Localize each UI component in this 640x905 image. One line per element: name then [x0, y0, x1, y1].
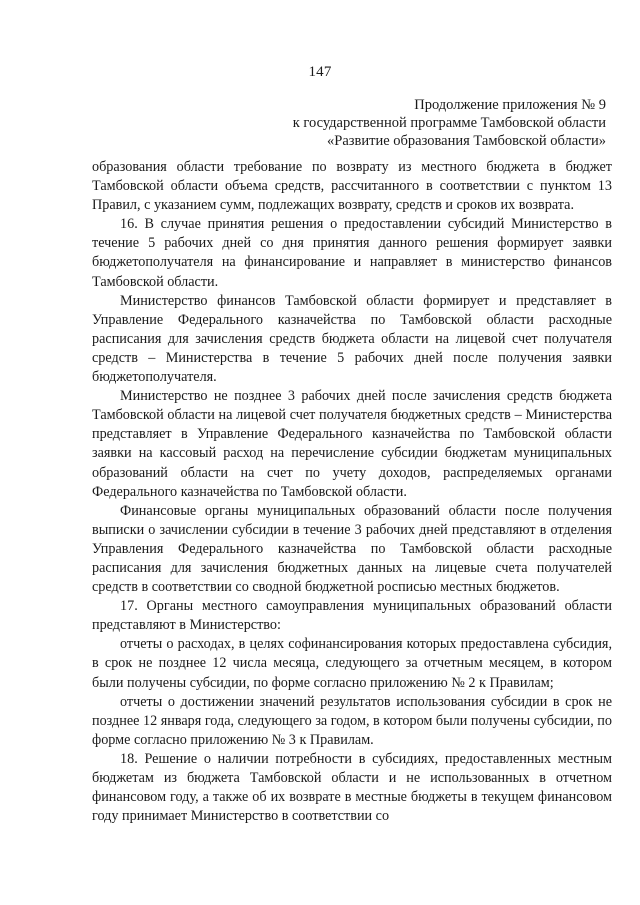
paragraph-expense-reports: отчеты о расходах, в целях софинансирования которых предоставлена субсидия, в срок не позднее 12 числа месяца, следующего за отчетным месяцем, в котором были получены субсидии, по форме согласно приложению № 2 к Правилам;: [92, 636, 612, 691]
appendix-header: [250, 96, 606, 150]
page-number: 147: [308, 64, 332, 80]
paragraph-ministry-transfer: Министерство не позднее 3 рабочих дней после зачисления средств бюджета Тамбовской области на лицевой счет получателя бюджетных средств – Министерства представляет в Управление Федерального казначейства по Тамбовской области заявки на кассовый расход на перечисление субсидии бюджетам муниципальных образований области на счет по учету доходов, распределяемых органами Федерального казначейства по Тамбовской области.: [92, 388, 612, 500]
appendix-header-line-1: Продолжение приложения № 9: [414, 97, 606, 113]
document-body: [92, 158, 612, 826]
appendix-header-line-3: «Развитие образования Тамбовской области»: [327, 133, 606, 149]
paragraph-municipal-finance: Финансовые органы муниципальных образований области после получения выписки о зачислении субсидии в течение 3 рабочих дней представляют в отделения Управления Федерального казначейства по Тамбовской области расходные расписания для зачисления бюджетных данных на лицевые счета получателей средств в соответствии со сводной бюджетной росписью местных бюджетов.: [92, 502, 612, 596]
paragraph-17: 17. Органы местного самоуправления муниципальных образований области представляют в Министерство:: [92, 598, 612, 634]
paragraph-continuation: образования области требование по возврату из местного бюджета в бюджет Тамбовской области объема средств, рассчитанного в соответствии с пунктом 13 Правил, с указанием сумм, подлежащих возврату, средств и сроков их возврата.: [92, 159, 612, 214]
paragraph-18: 18. Решение о наличии потребности в субсидиях, предоставленных местным бюджетам из бюджета Тамбовской области и не использованных в отчетном финансовом году, а также об их возврате в местные бюджеты в текущем финансовом году принимает Министерство в соответствии со: [92, 750, 612, 825]
paragraph-finance-ministry: Министерство финансов Тамбовской области формирует и представляет в Управление Федерального казначейства по Тамбовской области расходные расписания для зачисления средств бюджета области на лицевой счет получателя средств – Министерства в течение 5 рабочих дней после получения заявки бюджетополучателя.: [92, 292, 612, 386]
appendix-header-line-2: к государственной программе Тамбовской области: [292, 115, 606, 131]
paragraph-results-reports: отчеты о достижении значений результатов использования субсидии в срок не позднее 12 января года, следующего за годом, в котором были получены субсидии, по форме согласно приложению № 3 к Правилам.: [92, 693, 612, 748]
paragraph-16: 16. В случае принятия решения о предоставлении субсидий Министерство в течение 5 рабочих дней со дня принятия данного решения формирует заявки бюджетополучателя на финансирование и направляет в министерство финансов Тамбовской области.: [92, 216, 612, 290]
